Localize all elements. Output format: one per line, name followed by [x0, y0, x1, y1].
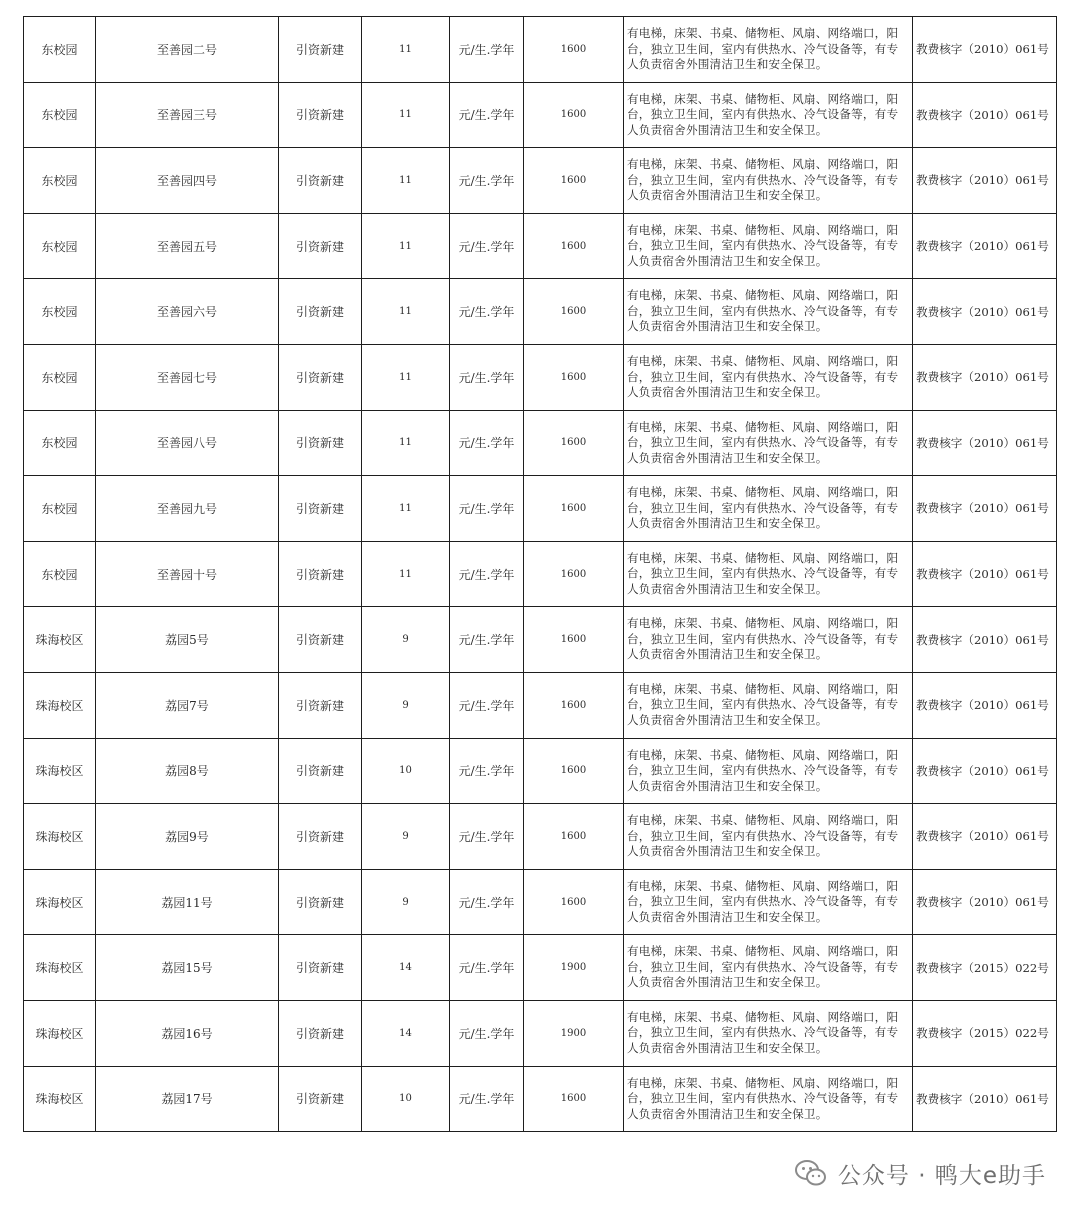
- count-cell: 10: [362, 1066, 450, 1132]
- count-cell: 11: [362, 410, 450, 476]
- building-cell: 至善园六号: [96, 279, 279, 345]
- fee-cell: 1600: [524, 82, 624, 148]
- table-row: [24, 1066, 1057, 1132]
- fee-cell: 1600: [524, 17, 624, 83]
- table-row: [24, 607, 1057, 673]
- type-cell: 引资新建: [279, 541, 362, 607]
- type-cell: 引资新建: [279, 476, 362, 542]
- building-cell: 荔园5号: [96, 607, 279, 673]
- fee-cell: 1600: [524, 344, 624, 410]
- building-cell: 荔园11号: [96, 869, 279, 935]
- campus-cell: 东校园: [24, 82, 96, 148]
- unit-cell: 元/生.学年: [450, 148, 524, 214]
- campus-cell: 珠海校区: [24, 672, 96, 738]
- type-cell: 引资新建: [279, 279, 362, 345]
- type-cell: 引资新建: [279, 1000, 362, 1066]
- building-cell: 荔园9号: [96, 804, 279, 870]
- campus-cell: 珠海校区: [24, 1000, 96, 1066]
- document-cell: 教费核字（2010）061号: [913, 17, 1057, 83]
- fee-cell: 1600: [524, 279, 624, 345]
- unit-cell: 元/生.学年: [450, 672, 524, 738]
- document-cell: 教费核字（2010）061号: [913, 541, 1057, 607]
- type-cell: 引资新建: [279, 935, 362, 1001]
- table-row: [24, 344, 1057, 410]
- building-cell: 荔园7号: [96, 672, 279, 738]
- table-row: [24, 213, 1057, 279]
- watermark: [794, 1155, 1046, 1191]
- fee-cell: 1600: [524, 213, 624, 279]
- description-cell: 有电梯，床架、书桌、储物柜、风扇、网络端口，阳台，独立卫生间，室内有供热水、冷气设备等，有专人负责宿舍外围清洁卫生和安全保卫。: [624, 935, 913, 1001]
- type-cell: 引资新建: [279, 82, 362, 148]
- description-cell: 有电梯，床架、书桌、储物柜、风扇、网络端口，阳台，独立卫生间，室内有供热水、冷气设备等，有专人负责宿舍外围清洁卫生和安全保卫。: [624, 17, 913, 83]
- table-row: [24, 804, 1057, 870]
- description-cell: 有电梯，床架、书桌、储物柜、风扇、网络端口，阳台，独立卫生间，室内有供热水、冷气设备等，有专人负责宿舍外围清洁卫生和安全保卫。: [624, 476, 913, 542]
- type-cell: 引资新建: [279, 213, 362, 279]
- table-row: [24, 541, 1057, 607]
- document-cell: 教费核字（2010）061号: [913, 148, 1057, 214]
- description-cell: 有电梯，床架、书桌、储物柜、风扇、网络端口，阳台，独立卫生间，室内有供热水、冷气设备等，有专人负责宿舍外围清洁卫生和安全保卫。: [624, 344, 913, 410]
- campus-cell: 东校园: [24, 410, 96, 476]
- dormitory-fee-table: [23, 16, 1057, 1132]
- table-row: [24, 935, 1057, 1001]
- building-cell: 荔园16号: [96, 1000, 279, 1066]
- description-cell: 有电梯，床架、书桌、储物柜、风扇、网络端口，阳台，独立卫生间，室内有供热水、冷气设备等，有专人负责宿舍外围清洁卫生和安全保卫。: [624, 738, 913, 804]
- unit-cell: 元/生.学年: [450, 410, 524, 476]
- type-cell: 引资新建: [279, 738, 362, 804]
- document-cell: 教费核字（2010）061号: [913, 213, 1057, 279]
- document-cell: 教费核字（2010）061号: [913, 672, 1057, 738]
- description-cell: 有电梯，床架、书桌、储物柜、风扇、网络端口，阳台，独立卫生间，室内有供热水、冷气设备等，有专人负责宿舍外围清洁卫生和安全保卫。: [624, 1000, 913, 1066]
- count-cell: 9: [362, 804, 450, 870]
- building-cell: 至善园八号: [96, 410, 279, 476]
- description-cell: 有电梯，床架、书桌、储物柜、风扇、网络端口，阳台，独立卫生间，室内有供热水、冷气设备等，有专人负责宿舍外围清洁卫生和安全保卫。: [624, 541, 913, 607]
- table-row: [24, 148, 1057, 214]
- unit-cell: 元/生.学年: [450, 213, 524, 279]
- count-cell: 11: [362, 541, 450, 607]
- building-cell: 至善园二号: [96, 17, 279, 83]
- document-cell: 教费核字（2010）061号: [913, 82, 1057, 148]
- watermark-text: 公众号 · 鸭大e助手: [837, 1162, 1046, 1189]
- unit-cell: 元/生.学年: [450, 1066, 524, 1132]
- unit-cell: 元/生.学年: [450, 476, 524, 542]
- count-cell: 14: [362, 935, 450, 1001]
- type-cell: 引资新建: [279, 1066, 362, 1132]
- building-cell: 至善园三号: [96, 82, 279, 148]
- fee-cell: 1600: [524, 1066, 624, 1132]
- building-cell: 至善园十号: [96, 541, 279, 607]
- campus-cell: 东校园: [24, 279, 96, 345]
- table-body: [24, 17, 1057, 1132]
- unit-cell: 元/生.学年: [450, 279, 524, 345]
- unit-cell: 元/生.学年: [450, 541, 524, 607]
- campus-cell: 东校园: [24, 344, 96, 410]
- building-cell: 至善园九号: [96, 476, 279, 542]
- unit-cell: 元/生.学年: [450, 82, 524, 148]
- unit-cell: 元/生.学年: [450, 738, 524, 804]
- type-cell: 引资新建: [279, 344, 362, 410]
- document-cell: 教费核字（2015）022号: [913, 1000, 1057, 1066]
- campus-cell: 东校园: [24, 148, 96, 214]
- fee-cell: 1600: [524, 476, 624, 542]
- unit-cell: 元/生.学年: [450, 17, 524, 83]
- document-cell: 教费核字（2010）061号: [913, 738, 1057, 804]
- type-cell: 引资新建: [279, 869, 362, 935]
- fee-cell: 1600: [524, 869, 624, 935]
- building-cell: 至善园五号: [96, 213, 279, 279]
- building-cell: 至善园七号: [96, 344, 279, 410]
- campus-cell: 东校园: [24, 213, 96, 279]
- count-cell: 11: [362, 148, 450, 214]
- document-cell: 教费核字（2010）061号: [913, 410, 1057, 476]
- table-row: [24, 869, 1057, 935]
- count-cell: 11: [362, 279, 450, 345]
- description-cell: 有电梯，床架、书桌、储物柜、风扇、网络端口，阳台，独立卫生间，室内有供热水、冷气设备等，有专人负责宿舍外围清洁卫生和安全保卫。: [624, 148, 913, 214]
- table-row: [24, 1000, 1057, 1066]
- unit-cell: 元/生.学年: [450, 935, 524, 1001]
- document-cell: 教费核字（2010）061号: [913, 869, 1057, 935]
- count-cell: 9: [362, 672, 450, 738]
- building-cell: 至善园四号: [96, 148, 279, 214]
- campus-cell: 东校园: [24, 476, 96, 542]
- campus-cell: 珠海校区: [24, 607, 96, 673]
- type-cell: 引资新建: [279, 17, 362, 83]
- fee-cell: 1600: [524, 410, 624, 476]
- campus-cell: 东校园: [24, 17, 96, 83]
- unit-cell: 元/生.学年: [450, 869, 524, 935]
- table-row: [24, 17, 1057, 83]
- table-row: [24, 476, 1057, 542]
- wechat-icon: [794, 1156, 828, 1190]
- table-row: [24, 279, 1057, 345]
- description-cell: 有电梯，床架、书桌、储物柜、风扇、网络端口，阳台，独立卫生间，室内有供热水、冷气设备等，有专人负责宿舍外围清洁卫生和安全保卫。: [624, 1066, 913, 1132]
- count-cell: 11: [362, 213, 450, 279]
- document-cell: 教费核字（2010）061号: [913, 607, 1057, 673]
- description-cell: 有电梯，床架、书桌、储物柜、风扇、网络端口，阳台，独立卫生间，室内有供热水、冷气设备等，有专人负责宿舍外围清洁卫生和安全保卫。: [624, 410, 913, 476]
- count-cell: 10: [362, 738, 450, 804]
- unit-cell: 元/生.学年: [450, 607, 524, 673]
- campus-cell: 珠海校区: [24, 1066, 96, 1132]
- fee-cell: 1600: [524, 607, 624, 673]
- building-cell: 荔园15号: [96, 935, 279, 1001]
- fee-cell: 1600: [524, 672, 624, 738]
- document-cell: 教费核字（2010）061号: [913, 804, 1057, 870]
- count-cell: 11: [362, 17, 450, 83]
- unit-cell: 元/生.学年: [450, 804, 524, 870]
- description-cell: 有电梯，床架、书桌、储物柜、风扇、网络端口，阳台，独立卫生间，室内有供热水、冷气设备等，有专人负责宿舍外围清洁卫生和安全保卫。: [624, 804, 913, 870]
- type-cell: 引资新建: [279, 672, 362, 738]
- count-cell: 9: [362, 869, 450, 935]
- fee-cell: 1900: [524, 935, 624, 1001]
- campus-cell: 珠海校区: [24, 738, 96, 804]
- building-cell: 荔园17号: [96, 1066, 279, 1132]
- type-cell: 引资新建: [279, 804, 362, 870]
- campus-cell: 珠海校区: [24, 935, 96, 1001]
- count-cell: 9: [362, 607, 450, 673]
- fee-cell: 1600: [524, 804, 624, 870]
- type-cell: 引资新建: [279, 607, 362, 673]
- description-cell: 有电梯，床架、书桌、储物柜、风扇、网络端口，阳台，独立卫生间，室内有供热水、冷气设备等，有专人负责宿舍外围清洁卫生和安全保卫。: [624, 607, 913, 673]
- document-cell: 教费核字（2010）061号: [913, 476, 1057, 542]
- count-cell: 11: [362, 476, 450, 542]
- description-cell: 有电梯，床架、书桌、储物柜、风扇、网络端口，阳台，独立卫生间，室内有供热水、冷气设备等，有专人负责宿舍外围清洁卫生和安全保卫。: [624, 279, 913, 345]
- fee-cell: 1900: [524, 1000, 624, 1066]
- description-cell: 有电梯，床架、书桌、储物柜、风扇、网络端口，阳台，独立卫生间，室内有供热水、冷气设备等，有专人负责宿舍外围清洁卫生和安全保卫。: [624, 82, 913, 148]
- table-row: [24, 410, 1057, 476]
- document-cell: 教费核字（2010）061号: [913, 279, 1057, 345]
- table-row: [24, 82, 1057, 148]
- table-row: [24, 738, 1057, 804]
- campus-cell: 珠海校区: [24, 869, 96, 935]
- type-cell: 引资新建: [279, 148, 362, 214]
- count-cell: 11: [362, 82, 450, 148]
- description-cell: 有电梯，床架、书桌、储物柜、风扇、网络端口，阳台，独立卫生间，室内有供热水、冷气设备等，有专人负责宿舍外围清洁卫生和安全保卫。: [624, 213, 913, 279]
- unit-cell: 元/生.学年: [450, 344, 524, 410]
- fee-cell: 1600: [524, 148, 624, 214]
- description-cell: 有电梯，床架、书桌、储物柜、风扇、网络端口，阳台，独立卫生间，室内有供热水、冷气设备等，有专人负责宿舍外围清洁卫生和安全保卫。: [624, 672, 913, 738]
- campus-cell: 东校园: [24, 541, 96, 607]
- document-cell: 教费核字（2010）061号: [913, 1066, 1057, 1132]
- unit-cell: 元/生.学年: [450, 1000, 524, 1066]
- type-cell: 引资新建: [279, 410, 362, 476]
- document-cell: 教费核字（2015）022号: [913, 935, 1057, 1001]
- count-cell: 11: [362, 344, 450, 410]
- campus-cell: 珠海校区: [24, 804, 96, 870]
- fee-cell: 1600: [524, 738, 624, 804]
- count-cell: 14: [362, 1000, 450, 1066]
- table-row: [24, 672, 1057, 738]
- building-cell: 荔园8号: [96, 738, 279, 804]
- fee-cell: 1600: [524, 541, 624, 607]
- document-cell: 教费核字（2010）061号: [913, 344, 1057, 410]
- description-cell: 有电梯，床架、书桌、储物柜、风扇、网络端口，阳台，独立卫生间，室内有供热水、冷气设备等，有专人负责宿舍外围清洁卫生和安全保卫。: [624, 869, 913, 935]
